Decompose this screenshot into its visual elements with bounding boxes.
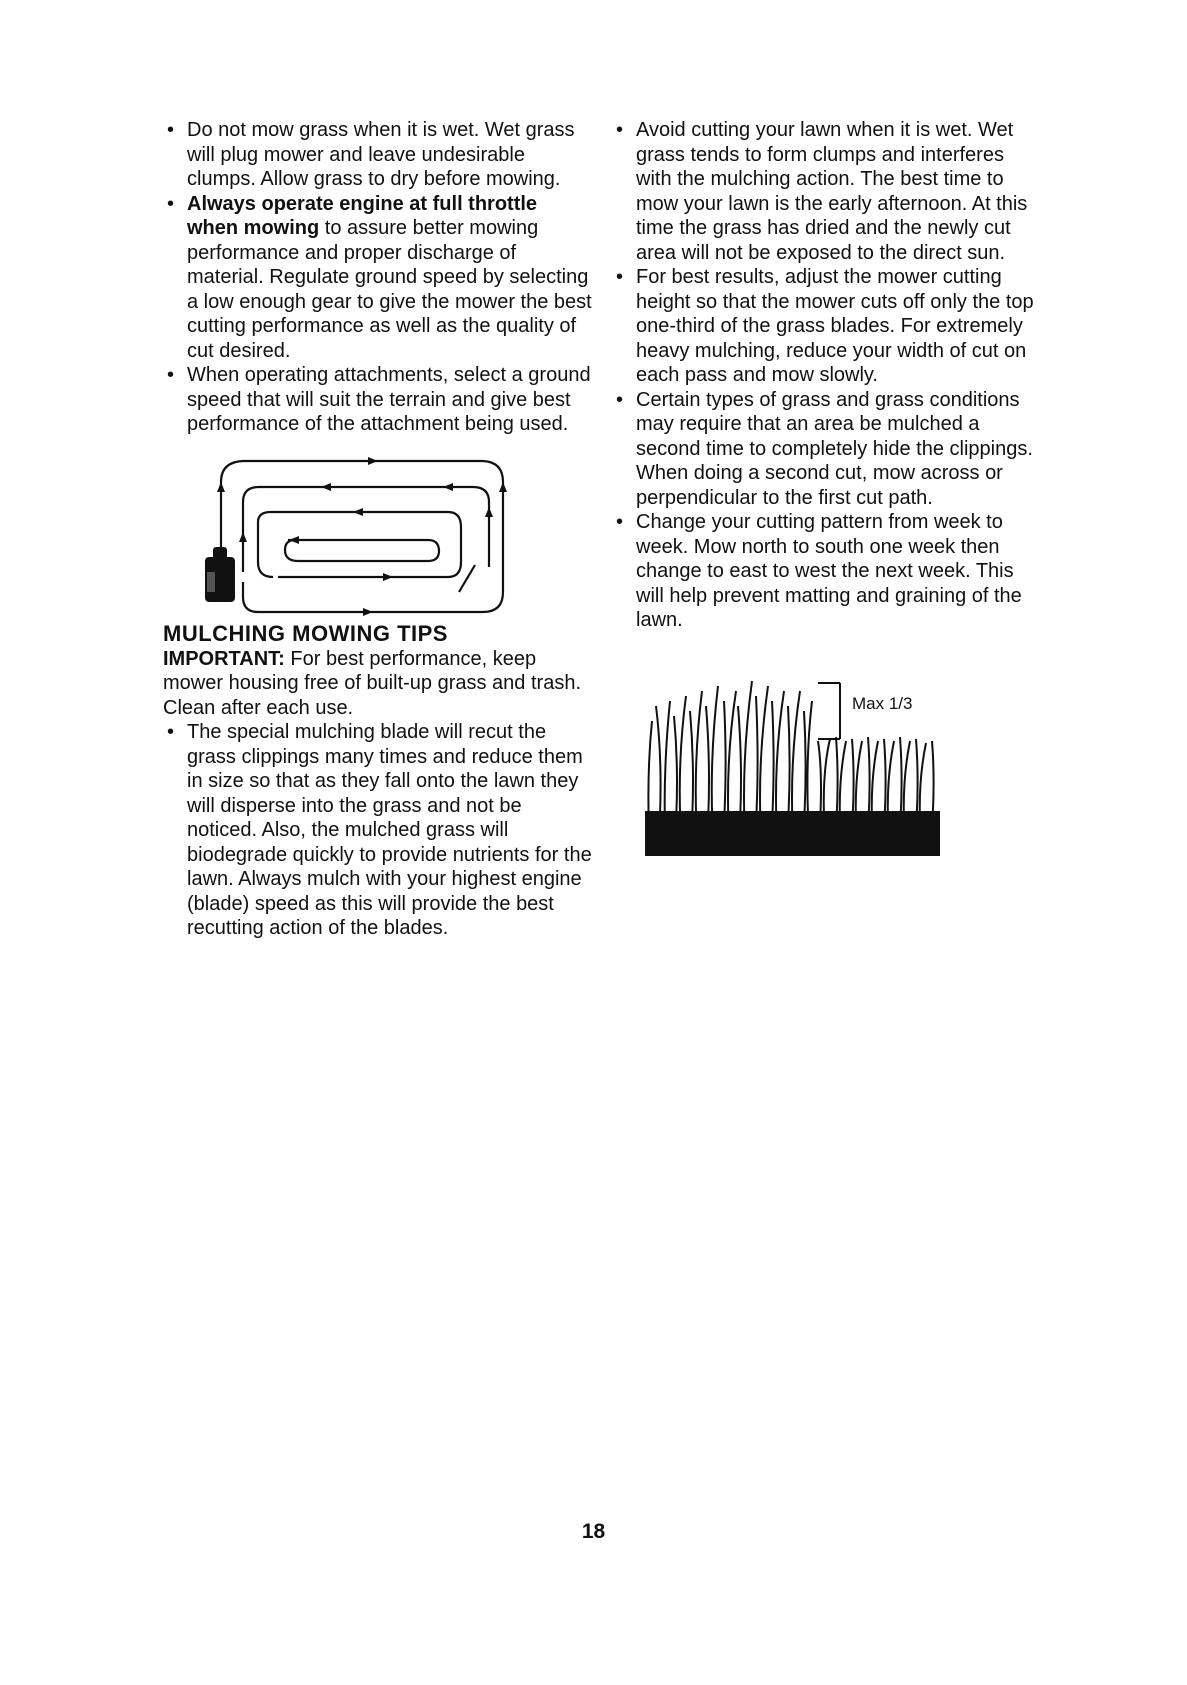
direction-arrows xyxy=(217,457,507,616)
important-label: IMPORTANT: xyxy=(163,647,285,670)
grass-base xyxy=(645,811,940,856)
bullet-icon: • xyxy=(167,721,175,743)
left-column xyxy=(163,118,593,941)
avoid-wet-bullet xyxy=(612,118,1042,265)
second-cut-bullet xyxy=(612,388,1042,511)
max-third-label: Max 1/3 xyxy=(852,693,913,713)
full-throttle-bullet xyxy=(163,192,593,364)
avoid-wet-text: Avoid cutting your lawn when it is wet. Wet grass tends to form clumps and interferes with the mulching action. The best time to mow your lawn is the early afternoon. At this time the grass has dried and the newly cut area will not be exposed to the direct sun. xyxy=(636,119,1028,264)
cutting-height-bullet xyxy=(612,265,1042,388)
right-column xyxy=(612,118,1042,861)
cutting-height-text: For best results, adjust the mower cutting height so that the mower cuts off only the top one-third of the grass blades. For extremely heavy mulching, reduce your width of cut on each pass and mow slowly. xyxy=(636,266,1034,386)
cutting-pattern-text: Change your cutting pattern from week to week. Mow north to south one week then change to east to west the next week. This will help prevent matting and graining of the lawn. xyxy=(636,511,1022,631)
bullet-icon: • xyxy=(167,364,175,386)
wet-grass-bullet xyxy=(163,118,593,192)
full-throttle-text: to assure better mowing performance and proper discharge of material. Regulate ground speed by selecting a low enough gear to give the mower the best cutting performance as well as the quality of cut desired. xyxy=(187,217,592,362)
pattern-second-path xyxy=(243,487,489,572)
second-cut-text: Certain types of grass and grass conditions may require that an area be mulched a second time to completely hide the clippings. When doing a second cut, mow across or perpendicular to the first cut path. xyxy=(636,388,1033,509)
important-text: For best performance, keep mower housing free of built-up grass and trash. Clean after each use. xyxy=(163,647,581,719)
pattern-inner-path xyxy=(285,540,439,561)
wet-grass-text: Do not mow grass when it is wet. Wet grass will plug mower and leave undesirable clumps. Allow grass to dry before mowing. xyxy=(187,119,575,190)
mulching-tips-heading: MULCHING MOWING TIPS xyxy=(163,620,448,646)
mowing-pattern-diagram xyxy=(163,447,593,617)
pattern-third-path xyxy=(258,512,461,577)
bullet-icon: • xyxy=(616,119,624,141)
bullet-icon: • xyxy=(167,192,175,215)
cutting-pattern-bullet xyxy=(612,510,1042,633)
bullet-icon: • xyxy=(616,511,624,533)
attachments-bullet xyxy=(163,363,593,437)
page-number: 18 xyxy=(581,1520,606,1543)
important-note xyxy=(163,647,593,721)
bullet-icon: • xyxy=(167,119,175,141)
mulching-blade-bullet xyxy=(163,720,593,941)
max-height-bracket xyxy=(818,683,840,739)
full-throttle-bold-text: Always operate engine at full throttle when mowing xyxy=(187,192,538,239)
bullet-icon: • xyxy=(616,388,624,411)
mulching-blade-text: The special mulching blade will recut the grass clippings many times and reduce them in size so that as they fall onto the lawn they will disperse into the grass and not be noticed. Also, the mulched grass will biodegrade quickly to provide nutrients for the lawn. Always mulch with your highest engine (blade) speed as this will provide the best recutting action of the blades. xyxy=(187,721,592,939)
bullet-icon: • xyxy=(616,266,624,288)
grass-height-diagram xyxy=(640,661,960,861)
attachments-text: When operating attachments, select a ground speed that will suit the terrain and give best performance of the attachment being used. xyxy=(187,364,591,435)
tractor-icon xyxy=(205,547,235,602)
